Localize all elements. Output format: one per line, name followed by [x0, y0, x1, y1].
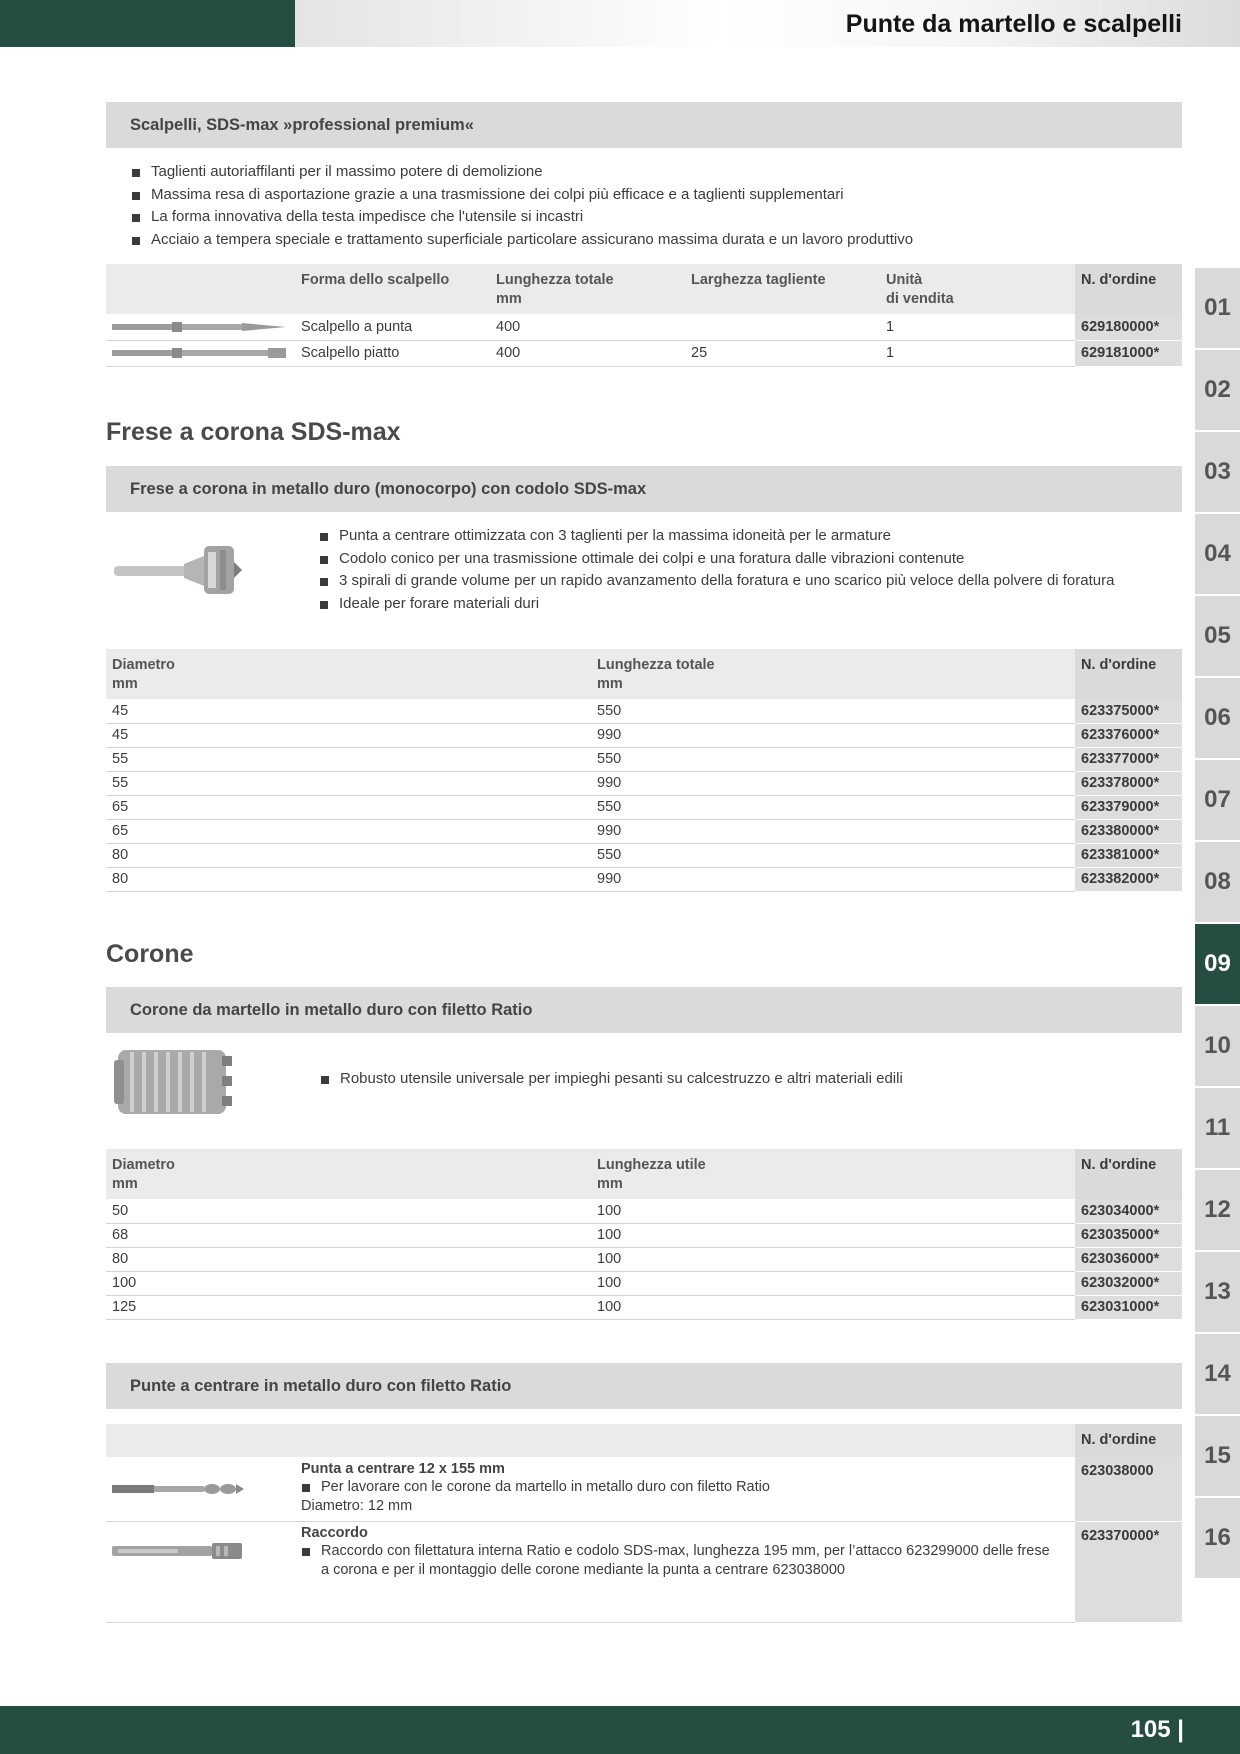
table-row [106, 699, 1182, 723]
pointed-chisel-image [106, 314, 295, 340]
section-bar-hammer-core-cutters: Corone da martello in metallo duro con filetto Ratio [106, 987, 1182, 1033]
diameter: 125 [106, 1295, 591, 1319]
core-cutter-image [112, 1046, 236, 1123]
header-total-length-label: Lunghezza totale [597, 657, 715, 673]
header-total-length-unit: mm [496, 290, 522, 307]
sales-unit: 1 [880, 340, 1075, 366]
total-length: 550 [591, 699, 1075, 723]
usable-length: 100 [591, 1247, 1075, 1271]
header-image-col [106, 264, 295, 314]
header-diameter-label: Diametro [112, 1157, 175, 1173]
footer-bar [0, 1706, 1240, 1754]
table-row [106, 819, 1182, 843]
page-number: 105 | [1130, 1716, 1184, 1743]
diameter: 45 [106, 699, 591, 723]
product-title: Punta a centrare 12 x 155 mm [301, 1461, 505, 1477]
chapter-tab-14[interactable]: 14 [1195, 1334, 1240, 1414]
section-bar-core-bits: Frese a corona in metallo duro (monocorpo) con codolo SDS-max [106, 466, 1182, 512]
table-row [106, 314, 1182, 340]
order-number[interactable]: 623370000* [1075, 1521, 1182, 1622]
product-diameter: Diametro: 12 mm [301, 1498, 413, 1514]
product-title: Raccordo [301, 1524, 368, 1541]
centering-bit-image [106, 1457, 295, 1521]
table-row [106, 340, 1182, 366]
table-row [106, 1521, 1182, 1622]
chapter-tab-08[interactable]: 08 [1195, 842, 1240, 922]
adapter-description [295, 1521, 1075, 1622]
table-row [106, 1223, 1182, 1247]
chapter-tab-15[interactable]: 15 [1195, 1416, 1240, 1496]
header-image-col [106, 1424, 295, 1457]
order-number[interactable]: 623376000* [1075, 723, 1182, 747]
header-usable-length [591, 1149, 1075, 1199]
diameter: 55 [106, 771, 591, 795]
feature-item: Codolo conico per una trasmissione ottimale dei colpi e una foratura dalle vibrazioni contenute [319, 548, 1114, 571]
table-row [106, 1199, 1182, 1223]
total-length: 990 [591, 771, 1075, 795]
table-row [106, 1271, 1182, 1295]
table-row [106, 747, 1182, 771]
chapter-tabs [1195, 268, 1240, 1580]
order-number[interactable]: 623031000* [1075, 1295, 1182, 1319]
feature-item: Ideale per forare materiali duri [319, 593, 1114, 616]
diameter: 80 [106, 867, 591, 891]
total-length: 990 [591, 723, 1075, 747]
chisel-features-list [131, 161, 913, 251]
sales-unit: 1 [880, 314, 1075, 340]
table-row [106, 771, 1182, 795]
section-bar-chisels: Scalpelli, SDS-max »professional premium« [106, 102, 1182, 148]
header-total-length-label: Lunghezza totale [496, 272, 614, 288]
product-note: Raccordo con filettatura interna Ratio e codolo SDS-max, lunghezza 195 mm, per l’attacco 623299000 delle frese a corona e per il montaggio delle corone mediante la punta a centrare 623038000 [301, 1542, 1061, 1580]
order-number[interactable]: 629180000* [1075, 314, 1182, 340]
header-diameter-unit: mm [112, 1175, 138, 1192]
chapter-tab-01[interactable]: 01 [1195, 268, 1240, 348]
table-row [106, 795, 1182, 819]
usable-length: 100 [591, 1199, 1075, 1223]
order-number[interactable]: 623035000* [1075, 1223, 1182, 1247]
table-row [106, 1247, 1182, 1271]
table-row [106, 867, 1182, 891]
feature-item: Acciaio a tempera speciale e trattamento superficiale particolare assicurano massima durata e un lavoro produttivo [131, 229, 913, 252]
heading-core-bits: Frese a corona SDS-max [106, 418, 401, 446]
table-row [106, 1295, 1182, 1319]
diameter: 80 [106, 843, 591, 867]
header-order-number: N. d'ordine [1075, 264, 1182, 314]
order-number[interactable]: 623375000* [1075, 699, 1182, 723]
chapter-tab-10[interactable]: 10 [1195, 1006, 1240, 1086]
header-usable-length-unit: mm [597, 1175, 623, 1192]
header-diameter-unit: mm [112, 675, 138, 692]
order-number[interactable]: 623036000* [1075, 1247, 1182, 1271]
adapter-image [106, 1521, 295, 1622]
chapter-tab-04[interactable]: 04 [1195, 514, 1240, 594]
header-description-col [295, 1424, 1075, 1457]
total-length: 400 [490, 340, 685, 366]
chapter-tab-11[interactable]: 11 [1195, 1088, 1240, 1168]
feature-item: Robusto utensile universale per impieghi pesanti su calcestruzzo e altri materiali edili [320, 1068, 903, 1091]
header-order-number: N. d'ordine [1075, 1149, 1182, 1199]
chisel-form: Scalpello piatto [295, 340, 490, 366]
chapter-tab-12[interactable]: 12 [1195, 1170, 1240, 1250]
core-bit-table [106, 649, 1182, 892]
order-number[interactable]: 623377000* [1075, 747, 1182, 771]
header-diameter [106, 1149, 591, 1199]
chapter-tab-07[interactable]: 07 [1195, 760, 1240, 840]
core-cutter-features-list [320, 1068, 903, 1091]
table-row [106, 843, 1182, 867]
header-diameter-label: Diametro [112, 657, 175, 673]
order-number[interactable]: 623379000* [1075, 795, 1182, 819]
header-cutting-width: Larghezza tagliente [685, 264, 880, 314]
header-total-length [490, 264, 685, 314]
chapter-tab-13[interactable]: 13 [1195, 1252, 1240, 1332]
order-number[interactable]: 623382000* [1075, 867, 1182, 891]
diameter: 65 [106, 819, 591, 843]
total-length: 990 [591, 867, 1075, 891]
diameter: 50 [106, 1199, 591, 1223]
header-sales-unit [880, 264, 1075, 314]
chapter-tab-05[interactable]: 05 [1195, 596, 1240, 676]
order-number[interactable]: 623034000* [1075, 1199, 1182, 1223]
chisel-table [106, 264, 1182, 367]
cutting-width: 25 [685, 340, 880, 366]
header-order-number: N. d'ordine [1075, 1424, 1182, 1457]
usable-length: 100 [591, 1223, 1075, 1247]
cutting-width [685, 314, 880, 340]
table-row [106, 723, 1182, 747]
flat-chisel-image [106, 340, 295, 366]
diameter: 80 [106, 1247, 591, 1271]
feature-item: Massima resa di asportazione grazie a una trasmissione dei colpi più efficace e a taglienti supplementari [131, 184, 913, 207]
total-length: 400 [490, 314, 685, 340]
heading-core-cutters: Corone [106, 940, 194, 968]
table-row [106, 1457, 1182, 1521]
order-number[interactable]: 623380000* [1075, 819, 1182, 843]
usable-length: 100 [591, 1271, 1075, 1295]
centering-bit-description [295, 1457, 1075, 1521]
header-accent-bar [0, 0, 295, 47]
feature-item: Punta a centrare ottimizzata con 3 taglienti per la massima idoneità per le armature [319, 525, 1114, 548]
header-total-length [591, 649, 1075, 699]
product-note: Per lavorare con le corone da martello in metallo duro con filetto Ratio [301, 1478, 1069, 1497]
header-sales-unit-label: Unità [886, 272, 923, 288]
core-bit-image [112, 530, 244, 615]
diameter: 55 [106, 747, 591, 771]
header-diameter [106, 649, 591, 699]
chapter-tab-02[interactable]: 02 [1195, 350, 1240, 430]
core-cutter-table [106, 1149, 1182, 1320]
centering-bit-table [106, 1424, 1182, 1623]
total-length: 990 [591, 819, 1075, 843]
core-bit-features-list [319, 525, 1114, 615]
usable-length: 100 [591, 1295, 1075, 1319]
chapter-tab-09-active[interactable]: 09 [1195, 924, 1240, 1004]
page-title: Punte da martello e scalpelli [845, 10, 1182, 38]
total-length: 550 [591, 795, 1075, 819]
section-bar-centering-bits: Punte a centrare in metallo duro con filetto Ratio [106, 1363, 1182, 1409]
total-length: 550 [591, 843, 1075, 867]
feature-item: 3 spirali di grande volume per un rapido avanzamento della foratura e uno scarico più veloce della polvere di foratura [319, 570, 1114, 593]
header-total-length-unit: mm [597, 675, 623, 692]
chapter-tab-06[interactable]: 06 [1195, 678, 1240, 758]
feature-item: La forma innovativa della testa impedisce che l'utensile si incastri [131, 206, 913, 229]
order-number[interactable]: 623032000* [1075, 1271, 1182, 1295]
order-number[interactable]: 623378000* [1075, 771, 1182, 795]
order-number[interactable]: 623038000 [1075, 1457, 1182, 1521]
order-number[interactable]: 629181000* [1075, 340, 1182, 366]
diameter: 45 [106, 723, 591, 747]
chapter-tab-03[interactable]: 03 [1195, 432, 1240, 512]
header-order-number: N. d'ordine [1075, 649, 1182, 699]
feature-item: Taglienti autoriaffilanti per il massimo potere di demolizione [131, 161, 913, 184]
diameter: 68 [106, 1223, 591, 1247]
total-length: 550 [591, 747, 1075, 771]
diameter: 65 [106, 795, 591, 819]
header-sales-unit-sub: di vendita [886, 290, 954, 307]
diameter: 100 [106, 1271, 591, 1295]
order-number[interactable]: 623381000* [1075, 843, 1182, 867]
header-usable-length-label: Lunghezza utile [597, 1157, 706, 1173]
chisel-form: Scalpello a punta [295, 314, 490, 340]
chapter-tab-16[interactable]: 16 [1195, 1498, 1240, 1578]
header-chisel-form: Forma dello scalpello [295, 264, 490, 314]
